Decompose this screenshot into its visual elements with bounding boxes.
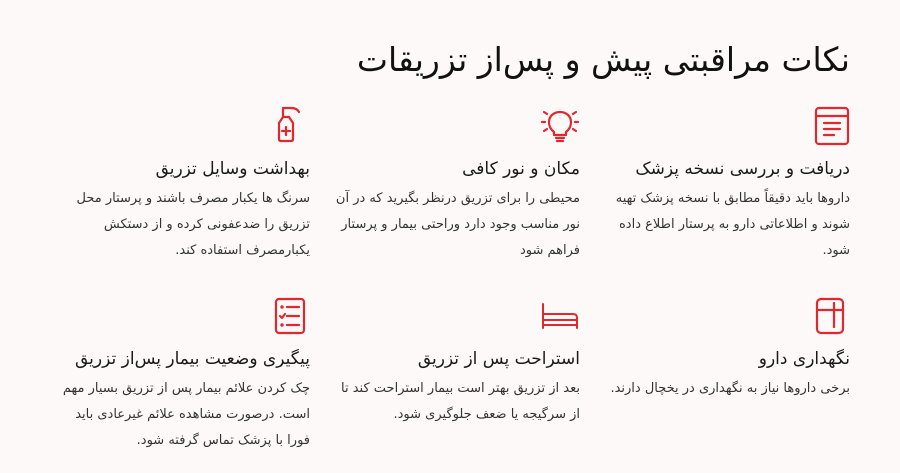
- text-line: نور مناسب وجود دارد وراحتی بیمار و پرستار: [341, 217, 580, 232]
- card-description: [336, 186, 580, 264]
- card-prescription: [580, 100, 850, 270]
- card-monitoring: [40, 290, 310, 460]
- text-line: یکبارمصرف استفاده کند.: [175, 243, 310, 258]
- text-line: شود.: [822, 243, 850, 258]
- card-description: [63, 376, 310, 454]
- text-line: چک کردن علائم بیمار پس از تزریق بسیار مهم: [62, 381, 310, 396]
- text-line: محیطی را برای تزریق درنظر بگیرید که در آن: [335, 191, 580, 206]
- text-line: سرنگ ها یکبار مصرف باشند و پرستار محل: [76, 191, 310, 206]
- text-line: است. درصورت مشاهده علائم غیرعادی باید: [75, 407, 310, 422]
- text-line: برخی داروها نیاز به نگهداری در یخچال دارند.: [610, 381, 850, 396]
- text-line: بعد از تزریق بهتر است بیمار استراحت کند تا: [341, 381, 580, 396]
- text-line: فورا با پزشک تماس گرفته شود.: [136, 433, 310, 448]
- card-title: مکان و نور کافی: [462, 159, 580, 179]
- card-description: [610, 376, 850, 402]
- card-hygiene: [40, 100, 310, 270]
- text-line: داروها باید دقیقاً مطابق با نسخه پزشک تهیه: [615, 191, 850, 206]
- sanitizer-bottle-icon: [271, 103, 305, 143]
- text-line: شوند و اطلاعاتی دارو به پرستار اطلاع داده: [618, 217, 850, 232]
- card-title: استراحت پس از تزریق: [417, 349, 580, 369]
- card-description: [77, 186, 310, 264]
- lightbulb-icon: [540, 106, 580, 146]
- card-rest: [310, 290, 580, 460]
- card-lighting: [310, 100, 580, 270]
- text-line: فراهم شود: [519, 243, 580, 258]
- refrigerator-icon: [814, 296, 846, 336]
- card-title: پیگیری وضعیت بیمار پس‌از تزریق: [75, 349, 310, 369]
- card-title: بهداشت وسایل تزریق: [155, 159, 310, 179]
- text-line: از سرگیجه یا ضعف جلوگیری شود.: [393, 407, 580, 422]
- prescription-document-icon: [814, 106, 850, 146]
- card-description: [341, 376, 580, 428]
- card-storage: [580, 290, 850, 460]
- checklist-icon: [274, 296, 306, 336]
- page-title: نکات مراقبتی پیش و پس‌از تزریقات: [356, 40, 850, 79]
- text-line: تزریق را ضدعفونی کرده و از دستکش: [103, 217, 310, 232]
- card-description: [616, 186, 850, 264]
- card-title: نگهداری دارو: [758, 349, 850, 369]
- bed-icon: [540, 302, 580, 330]
- card-title: دریافت و بررسی نسخه پزشک: [635, 159, 850, 179]
